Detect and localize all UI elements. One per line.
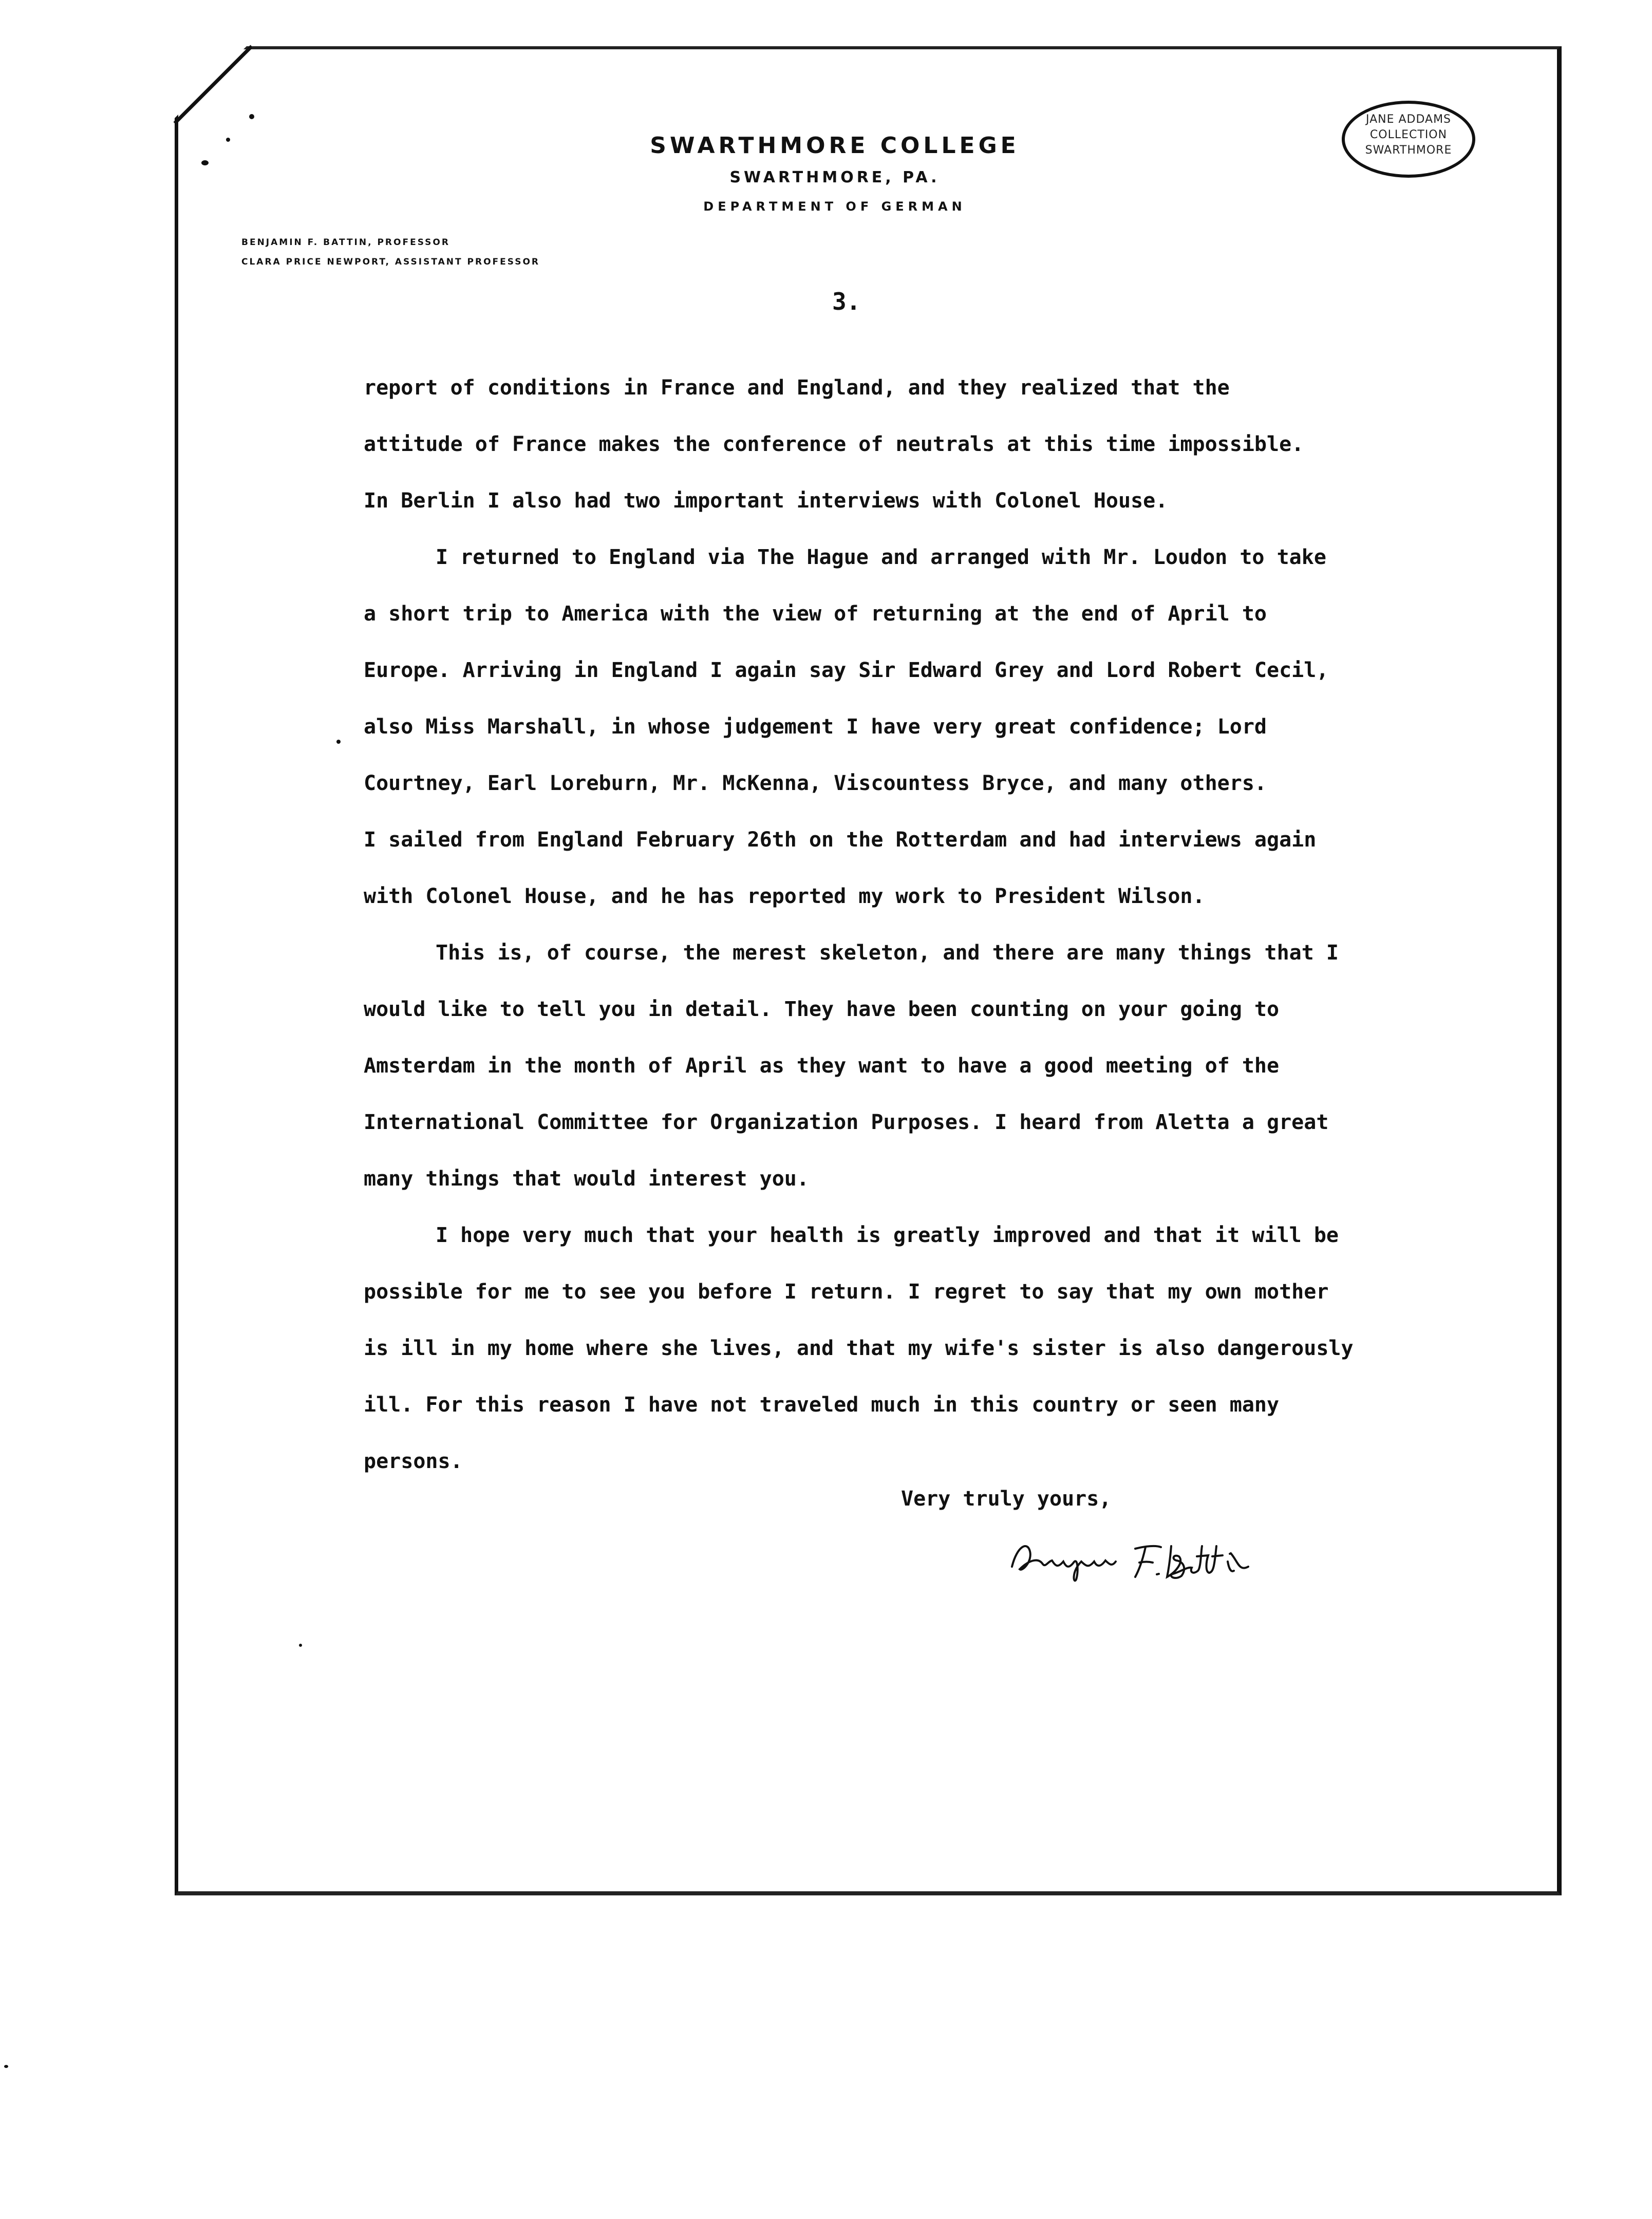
letter-body xyxy=(364,360,1484,1490)
body-line: possible for me to see you before I return. I regret to say that my own mother xyxy=(364,1280,1329,1304)
body-line: many things that would interest you. xyxy=(364,1167,809,1191)
stamp-line: SWARTHMORE xyxy=(1365,144,1452,157)
body-line: also Miss Marshall, in whose judgement I have very great confidence; Lord xyxy=(364,715,1267,739)
body-line: report of conditions in France and England, and they realized that the xyxy=(364,376,1230,400)
body-line: I hope very much that your health is greatly improved and that it will be xyxy=(436,1224,1339,1247)
letterhead-college: SWARTHMORE COLLEGE xyxy=(650,133,1020,159)
body-line: This is, of course, the merest skeleton, and there are many things that I xyxy=(436,941,1339,965)
body-line: Europe. Arriving in England I again say Sir Edward Grey and Lord Robert Cecil, xyxy=(364,659,1329,682)
body-line: is ill in my home where she lives, and that my wife's sister is also dangerously xyxy=(364,1337,1354,1360)
body-line: would like to tell you in detail. They have been counting on your going to xyxy=(364,998,1280,1021)
folded-corner xyxy=(170,41,252,123)
scan-speck xyxy=(201,160,209,165)
body-line: Courtney, Earl Loreburn, Mr. McKenna, Viscountess Bryce, and many others. xyxy=(364,772,1267,795)
body-line: I returned to England via The Hague and arranged with Mr. Loudon to take xyxy=(436,546,1326,569)
scan-speck xyxy=(249,114,254,119)
scan-speck xyxy=(336,740,341,744)
handwritten-signature xyxy=(1007,1531,1274,1587)
stamp-line: JANE ADDAMS xyxy=(1365,113,1452,126)
body-line: persons. xyxy=(364,1450,463,1473)
stamp-line: COLLECTION xyxy=(1369,128,1448,141)
collection-stamp xyxy=(1342,101,1475,178)
body-line: International Committee for Organization Purposes. I heard from Aletta a great xyxy=(364,1111,1329,1134)
faculty-line-assistant-professor: CLARA PRICE NEWPORT, ASSISTANT PROFESSOR xyxy=(241,257,540,267)
letterhead-department: DEPARTMENT OF GERMAN xyxy=(703,199,966,214)
body-line: Amsterdam in the month of April as they want to have a good meeting of the xyxy=(364,1054,1280,1078)
body-line: I sailed from England February 26th on the Rotterdam and had interviews again xyxy=(364,828,1317,852)
body-line: attitude of France makes the conference of neutrals at this time impossible. xyxy=(364,432,1304,456)
body-line: with Colonel House, and he has reported my work to President Wilson. xyxy=(364,885,1205,908)
page-number: 3. xyxy=(832,288,861,315)
body-line: ill. For this reason I have not traveled much in this country or seen many xyxy=(364,1393,1280,1417)
body-line: In Berlin I also had two important interviews with Colonel House. xyxy=(364,489,1168,513)
body-line: a short trip to America with the view of returning at the end of April to xyxy=(364,602,1267,626)
scan-speck xyxy=(226,138,230,142)
letterhead-town: SWARTHMORE, PA. xyxy=(729,168,940,186)
closing-salutation: Very truly yours, xyxy=(901,1487,1112,1511)
faculty-line-professor: BENJAMIN F. BATTIN, PROFESSOR xyxy=(241,237,450,248)
scan-speck xyxy=(4,2065,8,2068)
scan-speck xyxy=(299,1644,302,1647)
